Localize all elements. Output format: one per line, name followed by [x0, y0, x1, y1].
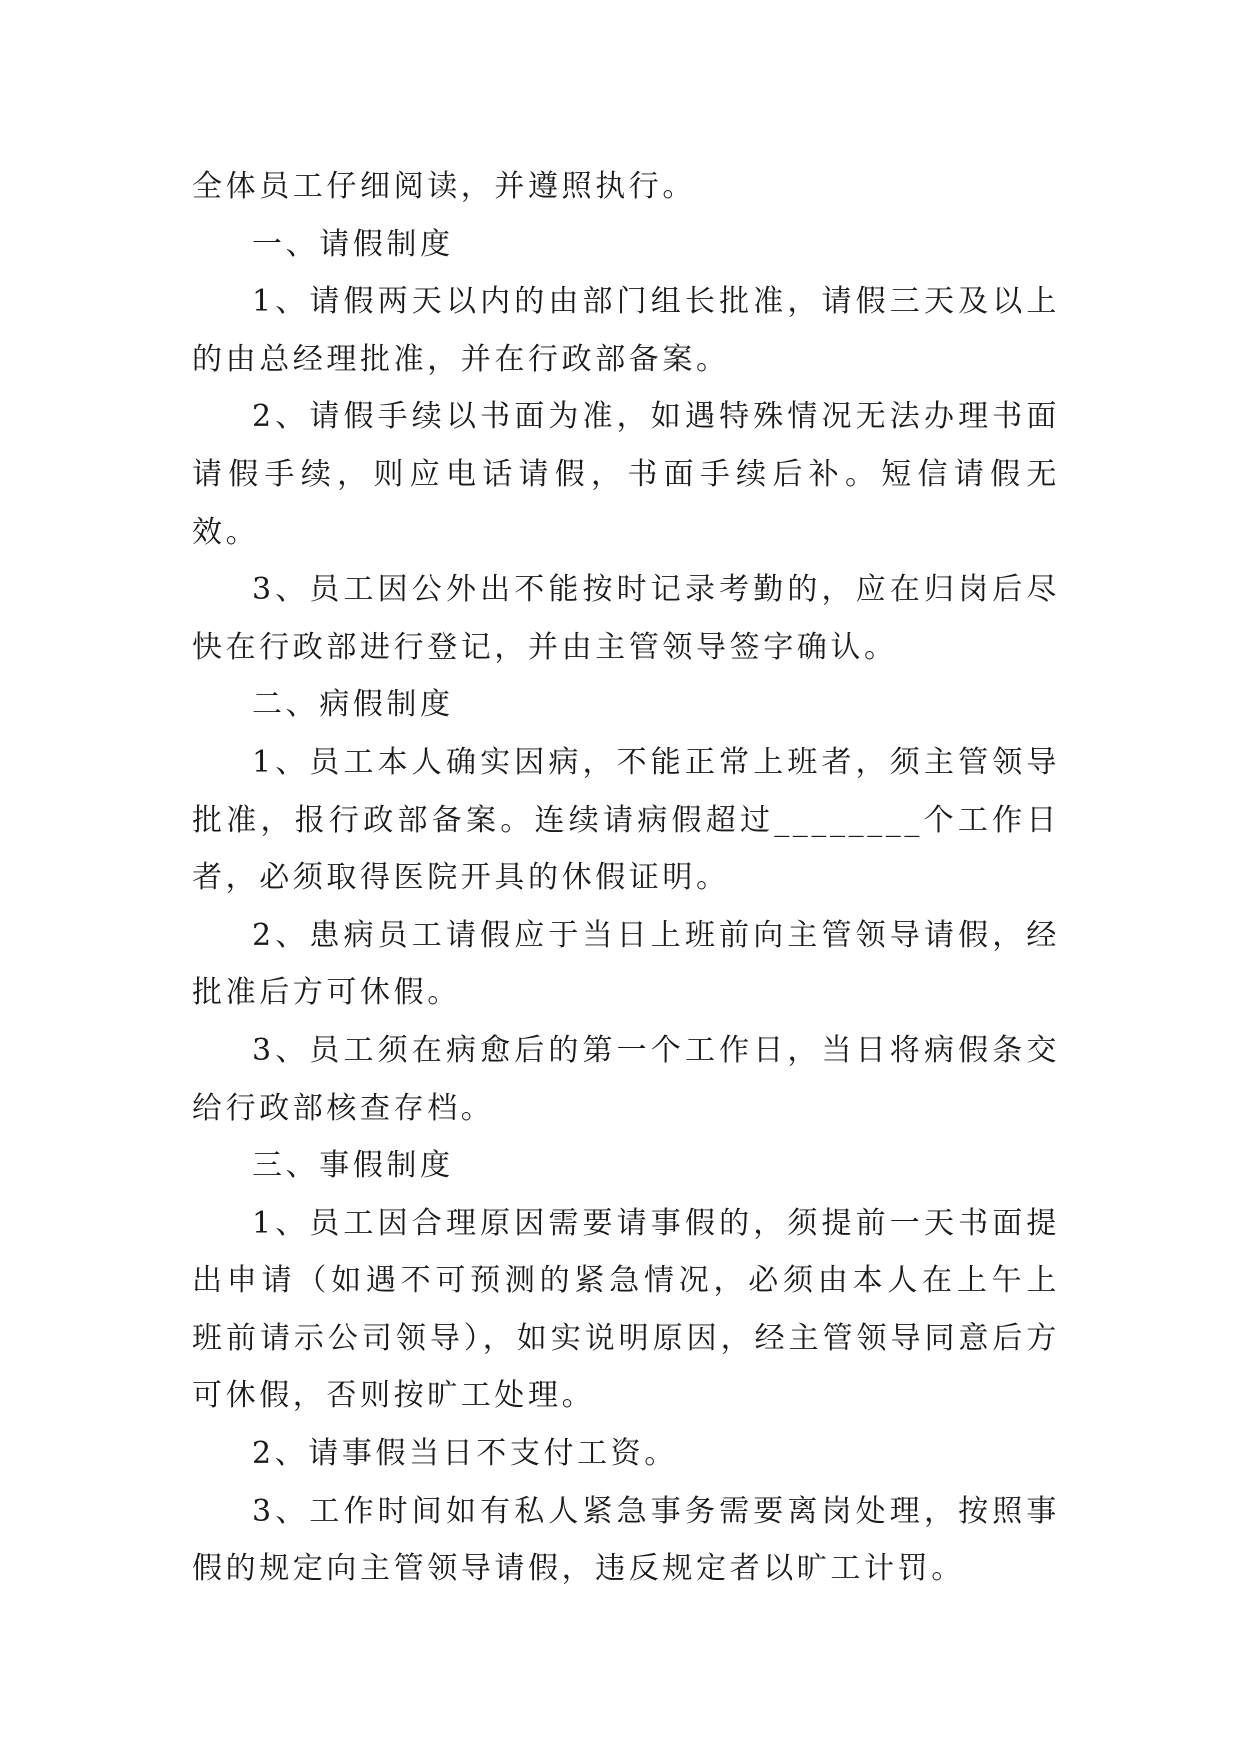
paragraph-sick-2: 2、患病员工请假应于当日上班前向主管领导请假，经批准后方可休假。 [192, 917, 1060, 1011]
document-body [192, 158, 1060, 1598]
paragraph-intro: 全体员工仔细阅读，并遵照执行。 [192, 169, 696, 204]
paragraph-leave-1: 1、请假两天以内的由部门组长批准，请假三天及以上的由总经理批准，并在行政部备案。 [192, 284, 1060, 377]
paragraph-leave-2: 2、请假手续以书面为准，如遇特殊情况无法办理书面请假手续，则应电话请假，书面手续后补。短信请假无效。 [192, 399, 1060, 550]
section-heading-personal-leave: 三、事假制度 [252, 1148, 454, 1184]
paragraph-personal-3: 3、工作时间如有私人紧急事务需要离岗处理，按照事假的规定向主管领导请假，违反规定者以旷工计罚。 [192, 1493, 1060, 1587]
section-heading-sick-leave: 二、病假制度 [252, 687, 454, 723]
paragraph-personal-2: 2、请事假当日不支付工资。 [252, 1436, 678, 1472]
section-heading-leave-policy: 一、请假制度 [252, 226, 454, 262]
paragraph-leave-3: 3、员工因公外出不能按时记录考勤的，应在归岗后尽快在行政部进行登记，并由主管领导签字确认。 [192, 572, 1060, 665]
paragraph-sick-1: 1、员工本人确实因病，不能正常上班者，须主管领导批准，报行政部备案。连续请病假超过________个工作日者，必须取得医院开具的休假证明。 [192, 744, 1060, 896]
paragraph-personal-1: 1、员工因合理原因需要请事假的，须提前一天书面提出申请（如遇不可预测的紧急情况，必须由本人在上午上班前请示公司领导），如实说明原因，经主管领导同意后方可休假，否则按旷工处理。 [192, 1205, 1060, 1414]
paragraph-sick-3: 3、员工须在病愈后的第一个工作日，当日将病假条交给行政部核查存档。 [192, 1032, 1060, 1126]
